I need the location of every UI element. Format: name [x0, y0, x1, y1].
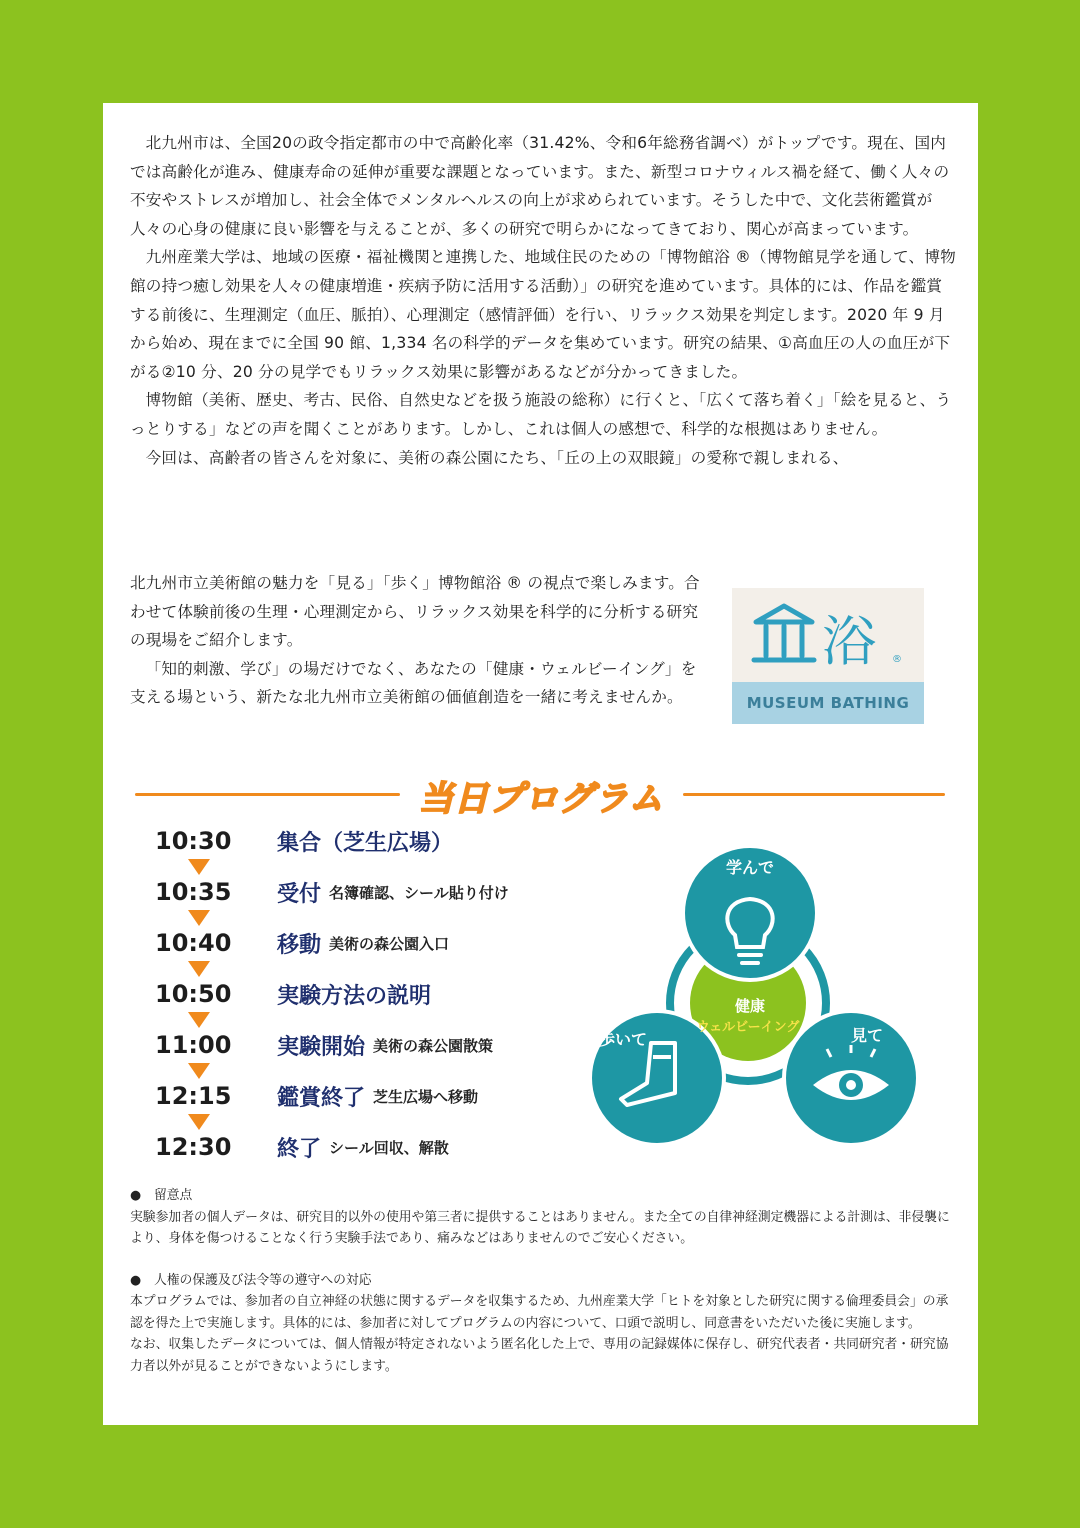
logo-band-text: MUSEUM BATHING [732, 682, 924, 724]
logo-reg-mark: ® [892, 654, 902, 665]
schedule-activity: 受付 [277, 881, 322, 907]
schedule-time: 12:15 [155, 1082, 232, 1110]
venn-label-right: 見て [850, 1026, 884, 1045]
notes-text-3: なお、収集したデータについては、個人情報が特定されないよう匿名化した上で、専用の記録媒体に保存し、研究代表者・共同研究者・研究協力者以外が見ることができないようにします。 [130, 1337, 949, 1374]
notes-text-1: 実験参加者の個人データは、研究目的以外の使用や第三者に提供することはありません。また全ての自律神経測定機器による計測は、非侵襲により、身体を傷つけることなく行う実験手法であり、痛みなどはありませんのでご安心ください。 [130, 1209, 950, 1246]
intro-paragraph-4b: 北九州市立美術館の魅力を「見る」「歩く」博物館浴 ® の視点で楽しみます。合わせて体験前後の生理・心理測定から、リラックス効果を科学的に分析する研究の現場をご紹介します。 [130, 574, 700, 650]
notes [130, 1185, 960, 1377]
schedule-time: 10:30 [155, 827, 232, 855]
schedule-time: 11:00 [155, 1031, 232, 1059]
schedule-detail: シール回収、解散 [329, 1138, 449, 1157]
schedule-row [155, 872, 509, 912]
schedule-detail: 芝生広場へ移動 [373, 1087, 479, 1106]
schedule-row [155, 821, 461, 861]
venn-label-left: 歩いて [598, 1030, 648, 1049]
divider-right [683, 793, 945, 796]
schedule-row [155, 1025, 493, 1065]
schedule-row [155, 974, 439, 1014]
schedule-detail: 名簿確認、シール貼り付け [329, 883, 509, 902]
museum-bathing-logo [732, 588, 924, 724]
schedule-activity: 鑑賞終了 [277, 1085, 366, 1111]
notes-heading-1: ● 留意点 [130, 1188, 193, 1203]
notes-spacer [130, 1250, 960, 1270]
notes-text-2: 本プログラムでは、参加者の自立神経の状態に関するデータを収集するため、九州産業大学「ヒトを対象とした研究に関する倫理委員会」の承認を得た上で実施します。具体的には、参加者に対してプログラムの内容について、口頭で説明し、同意書をいただいた後に実施します。 [130, 1294, 949, 1331]
schedule-activity: 実験方法の説明 [277, 983, 432, 1009]
schedule-activity: 集合（芝生広場） [277, 830, 454, 856]
intro-paragraph-5: 「知的刺激、学び」の場だけでなく、あなたの「健康・ウェルビーイング」を支える場という、新たな北九州市立美術館の価値創造を一緒に考えませんか。 [130, 659, 697, 707]
schedule-row [155, 1076, 478, 1116]
logo-mark-char: 浴 [822, 610, 876, 673]
intro-paragraph-1: 北九州市は、全国20の政令指定都市の中で高齢化率（31.42%、令和6年総務省調べ）がトップです。現在、国内では高齢化が進み、健康寿命の延伸が重要な課題となっています。また、新型コロナウィルス禍を経て、働く人々の不安やストレスが増加し、社会全体でメンタルヘルスの向上が求められています。そうした中で、文化芸術鑑賞が人々の心身の健康に良い影響を与えることが、多くの研究で明らかになってきており、関心が高まっています。 [130, 134, 950, 238]
intro-paragraph-3: 博物館（美術、歴史、考古、民俗、自然史などを扱う施設の総称）に行くと、「広くて落ち着く」「絵を見ると、うっとりする」などの声を聞くことがあります。しかし、これは個人の感想で、科学的な根拠はありません。 [130, 391, 952, 438]
schedule-time: 12:30 [155, 1133, 232, 1161]
divider-left [135, 793, 400, 796]
schedule-time: 10:50 [155, 980, 232, 1008]
schedule-detail: 美術の森公園散策 [373, 1036, 494, 1055]
venn-center-label-2: ウェルビーイング [696, 1020, 800, 1035]
intro-paragraph-4a: 今回は、高齢者の皆さんを対象に、美術の森公園にたち、「丘の上の双眼鏡」の愛称で親しまれる、 [145, 448, 849, 467]
notes-heading-2: ● 人権の保護及び法令等の遵守への対応 [130, 1272, 372, 1288]
schedule-row [155, 1127, 449, 1167]
schedule-time: 10:40 [155, 929, 232, 957]
museum-pillar-icon [750, 600, 910, 680]
schedule-activity: 移動 [277, 932, 322, 958]
flyer-page [103, 103, 978, 1425]
wellbeing-diagram [583, 843, 923, 1153]
schedule-detail: 美術の森公園入口 [329, 934, 450, 953]
program-title: 当日プログラム [419, 779, 664, 819]
venn-label-top: 学んで [725, 858, 775, 877]
schedule-time: 10:35 [155, 878, 232, 906]
venn-center-label-1: 健康 [734, 997, 766, 1015]
intro-paragraph-2: 九州産業大学は、地域の医療・福祉機関と連携した、地域住民のための「博物館浴 ®（博物館見学を通して、博物館の持つ癒し効果を人々の健康増進・疾病予防に活用する活動）」の研究を進めています。具体的には、作品を鑑賞する前後に、生理測定（血圧、脈拍）、心理測定（感情評価）を行い、リラックス効果を判定します。2020 年 9 月から始め、現在までに全国 90 館、1,334 名の科学的データを集めています。研究の結果、①高血圧の人の血圧が下がる②10 分、20 分の見学でもリラックス効果に影響があるなどが分かってきました。 [130, 248, 956, 381]
schedule-activity: 終了 [277, 1136, 322, 1162]
schedule-activity: 実験開始 [277, 1034, 366, 1060]
intro-text [130, 129, 956, 472]
schedule-row [155, 923, 449, 963]
intro-text-lower [130, 569, 700, 712]
